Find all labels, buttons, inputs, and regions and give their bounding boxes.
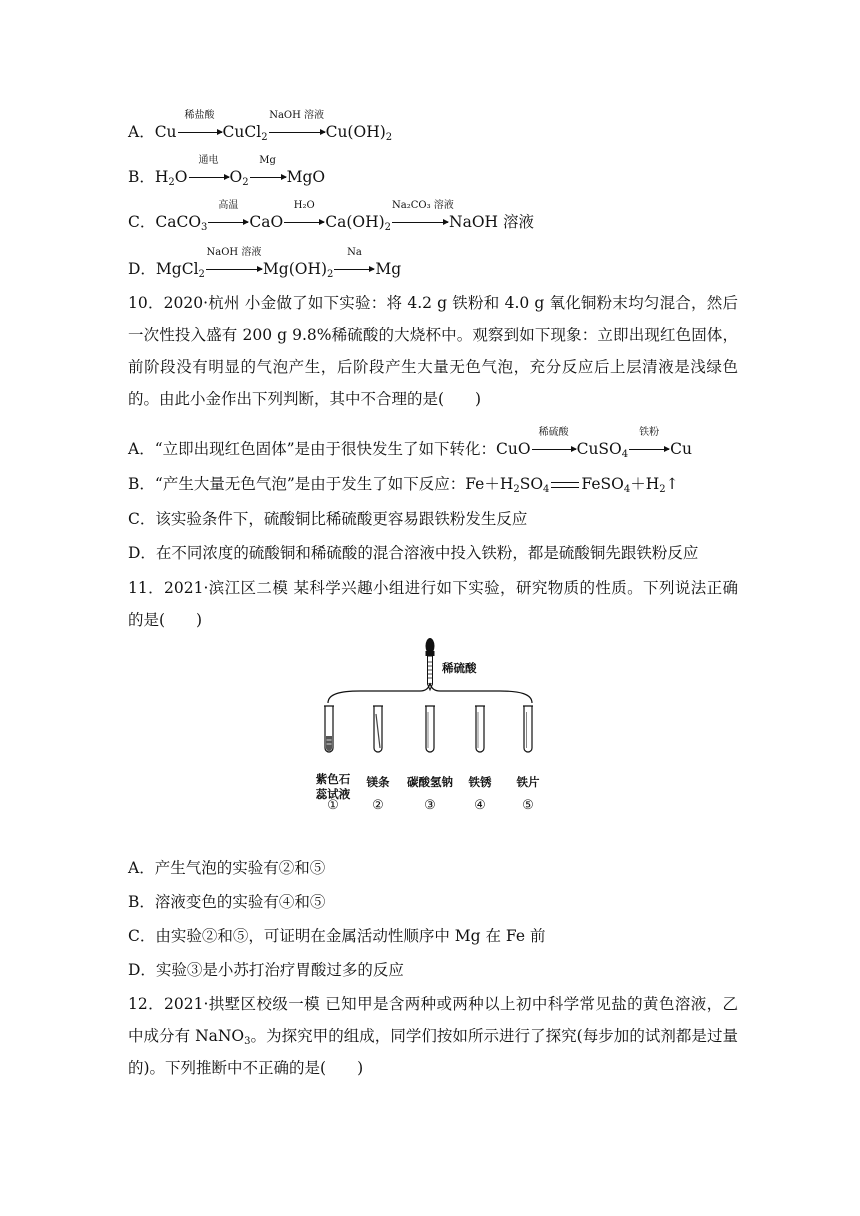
tube-number: ③ bbox=[424, 798, 436, 813]
tube-label: 铁片 bbox=[516, 775, 540, 789]
q11-stem: 11．2021·滨江区二模 某科学兴趣小组进行如下实验，研究物质的性质。下列说法正确的是( ) bbox=[128, 579, 738, 629]
reagent-label: 稀硫酸 bbox=[442, 661, 477, 675]
tube-number: ② bbox=[372, 798, 384, 813]
q9-option-a: A．Cu 稀盐酸 CuCl$_2$ NaOH 溶液 $Cu(OH)_2$ bbox=[128, 110, 393, 143]
q11-option-b: B．溶液变色的实验有④和⑤ bbox=[128, 893, 326, 911]
q10-stem: 10．2020·杭州 小金做了如下实验：将 4.2 g 铁粉和 4.0 g 氧化铜粉末均匀混合，然后一次性投入盛有 200 g 9.8%稀硫酸的大烧杯中。观察到如下现象：立即出现红色固体，前阶段没有明显的气泡产生，后阶段产生大量无色气泡，充分反应后上层清液是浅绿色的。由此小金作出下列判断，其中不合理的是( ) bbox=[128, 294, 738, 408]
q11-option-c: C．由实验②和⑤，可证明在金属活动性顺序中 Mg 在 Fe 前 bbox=[128, 927, 546, 945]
tube-3 bbox=[425, 706, 435, 752]
tube-number: ① bbox=[327, 798, 339, 813]
q9-option-b: B．$H_2O$ 通电 $O_2$ Mg MgO bbox=[128, 155, 326, 188]
q10-option-d: D．在不同浓度的硫酸铜和稀硫酸的混合溶液中投入铁粉，都是硫酸铜先跟铁粉反应 bbox=[128, 544, 699, 562]
tube-label: 铁锈 bbox=[468, 775, 492, 789]
tube-4 bbox=[475, 706, 485, 752]
q12-stem: 12．2021·拱墅区校级一模 已知甲是含两种或两种以上初中科学常见盐的黄色溶液，乙中成分有 NaNO$_3$。为探究甲的组成，同学们按如所示进行了探究(每步加的试剂都是过量的)。下列推断中不正确的是( ) bbox=[128, 995, 738, 1077]
q9-option-d: D．MgCl$_2$ NaOH 溶液 $Mg(OH)_2$ Na Mg bbox=[128, 247, 402, 280]
q11-option-a: A．产生气泡的实验有②和⑤ bbox=[128, 859, 326, 877]
tube-number: ④ bbox=[474, 798, 486, 813]
q11-option-d: D．实验③是小苏打治疗胃酸过多的反应 bbox=[128, 961, 404, 979]
tube-1-liquid bbox=[326, 736, 332, 751]
tube-label: 碳酸氢钠 bbox=[407, 775, 453, 789]
dropper-icon bbox=[426, 638, 435, 690]
tube-number: ⑤ bbox=[522, 798, 534, 813]
tube-label: 紫色石 蕊试液 bbox=[315, 772, 351, 801]
equals-sign-icon bbox=[551, 482, 579, 488]
tube-5 bbox=[523, 706, 533, 752]
experiment-figure bbox=[300, 636, 560, 816]
tube-label: 镁条 bbox=[366, 775, 390, 789]
q10-option-c: C．该实验条件下，硫酸铜比稀硫酸更容易跟铁粉发生反应 bbox=[128, 510, 528, 528]
q9-option-c: C．CaCO$_3$ 高温 CaO H₂O $Ca(OH)_2$ Na₂CO₃ 溶液 NaOH 溶液 bbox=[128, 200, 534, 233]
q10-option-a: A．“立即出现红色固体”是由于很快发生了如下转化：CuO 稀硫酸 CuSO$_4$ 铁粉 Cu bbox=[128, 427, 692, 460]
q10-option-b: B．“产生大量无色气泡”是由于发生了如下反应：$Fe+H_2SO_4$ $FeSO_4+H_2↑$ bbox=[128, 475, 679, 495]
